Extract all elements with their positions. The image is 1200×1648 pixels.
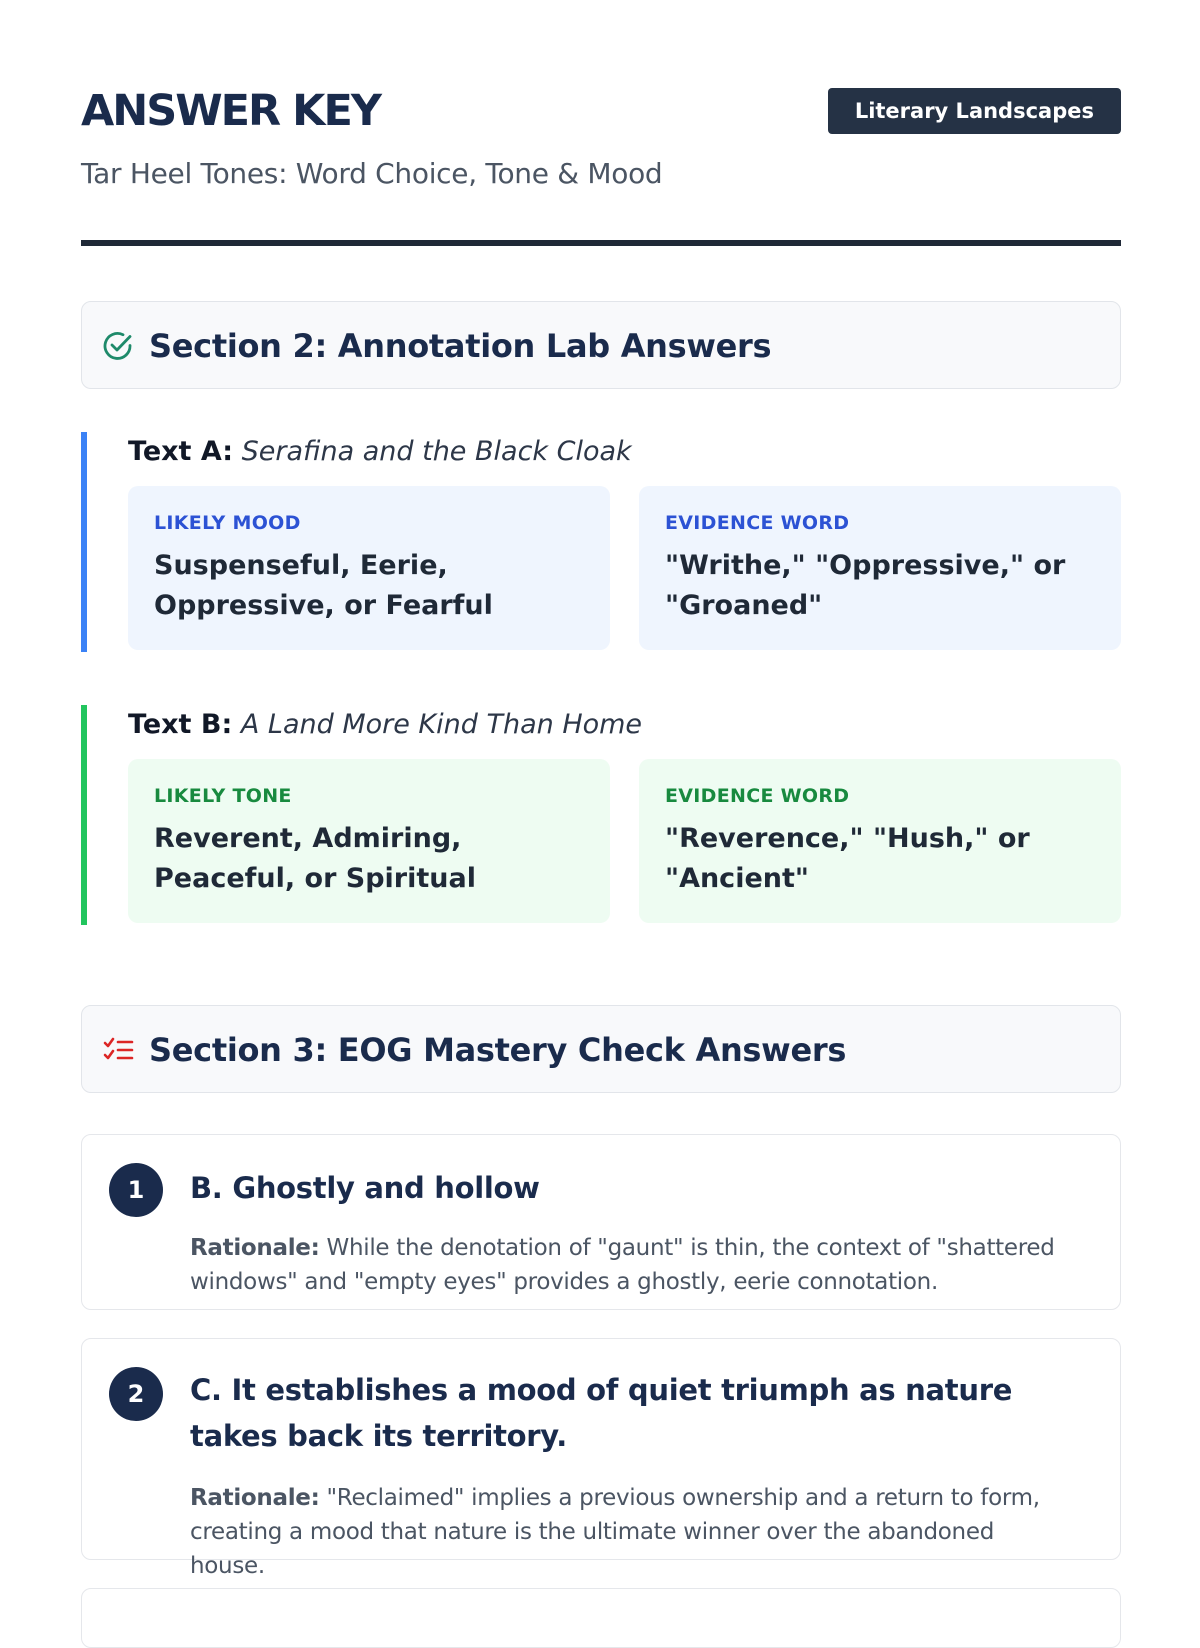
question-answer: C. It establishes a mood of quiet triumph as nature takes back its territory. xyxy=(190,1373,1013,1453)
text-a-block xyxy=(81,432,1121,652)
card-value: Suspenseful, Eerie, Oppressive, or Fearful xyxy=(154,550,493,621)
rationale-label: Rationale: xyxy=(190,1485,320,1511)
checklist-icon xyxy=(102,1034,134,1066)
page-title: ANSWER KEY xyxy=(81,86,380,136)
text-b-accent-bar xyxy=(81,705,87,925)
question-answer: B. Ghostly and hollow xyxy=(190,1171,540,1205)
text-a-mood-card xyxy=(128,486,610,650)
question-number: 1 xyxy=(109,1163,163,1217)
text-b-evidence-card xyxy=(639,759,1121,923)
text-a-work-title: Serafina and the Black Cloak xyxy=(241,436,632,467)
card-tag: EVIDENCE WORD xyxy=(665,512,850,534)
section-3-title: Section 3: EOG Mastery Check Answers xyxy=(149,1031,847,1069)
card-tag: LIKELY TONE xyxy=(154,785,292,807)
rationale-text: "Reclaimed" implies a previous ownership and a return to form, creating a mood that nature is the ultimate winner over the abandoned house. xyxy=(190,1485,1040,1579)
page-subtitle: Tar Heel Tones: Word Choice, Tone & Mood xyxy=(81,157,663,190)
card-tag: EVIDENCE WORD xyxy=(665,785,850,807)
card-value: "Reverence," "Hush," or "Ancient" xyxy=(665,823,1030,894)
header xyxy=(81,85,1121,190)
rationale-text: While the denotation of "gaunt" is thin, the context of "shattered windows" and "empty eyes" provides a ghostly, eerie connotation. xyxy=(190,1235,1055,1295)
text-b-tone-card xyxy=(128,759,610,923)
question-card xyxy=(81,1338,1121,1579)
section-2-title: Section 2: Annotation Lab Answers xyxy=(149,327,772,365)
card-value: Reverent, Admiring, Peaceful, or Spiritual xyxy=(154,823,476,894)
course-badge: Literary Landscapes xyxy=(828,88,1121,134)
text-a-accent-bar xyxy=(81,432,87,652)
text-b-prefix: Text B: xyxy=(128,709,233,740)
card-tag: LIKELY MOOD xyxy=(154,512,301,534)
question-card-partial xyxy=(81,1588,1121,1648)
question-rationale xyxy=(190,1231,1060,1299)
text-a-prefix: Text A: xyxy=(128,436,234,467)
question-card xyxy=(81,1134,1121,1310)
section-2-header xyxy=(81,301,1121,389)
section-3-header xyxy=(81,1005,1121,1093)
card-value: "Writhe," "Oppressive," or "Groaned" xyxy=(665,550,1066,621)
check-circle-icon xyxy=(102,330,134,362)
question-number: 2 xyxy=(109,1367,163,1421)
header-divider xyxy=(81,240,1121,246)
rationale-label: Rationale: xyxy=(190,1235,320,1261)
text-b-label xyxy=(128,709,642,740)
text-a-evidence-card xyxy=(639,486,1121,650)
question-rationale xyxy=(190,1481,1060,1583)
text-b-work-title: A Land More Kind Than Home xyxy=(240,709,643,740)
text-a-label xyxy=(128,436,632,467)
text-b-block xyxy=(81,705,1121,925)
